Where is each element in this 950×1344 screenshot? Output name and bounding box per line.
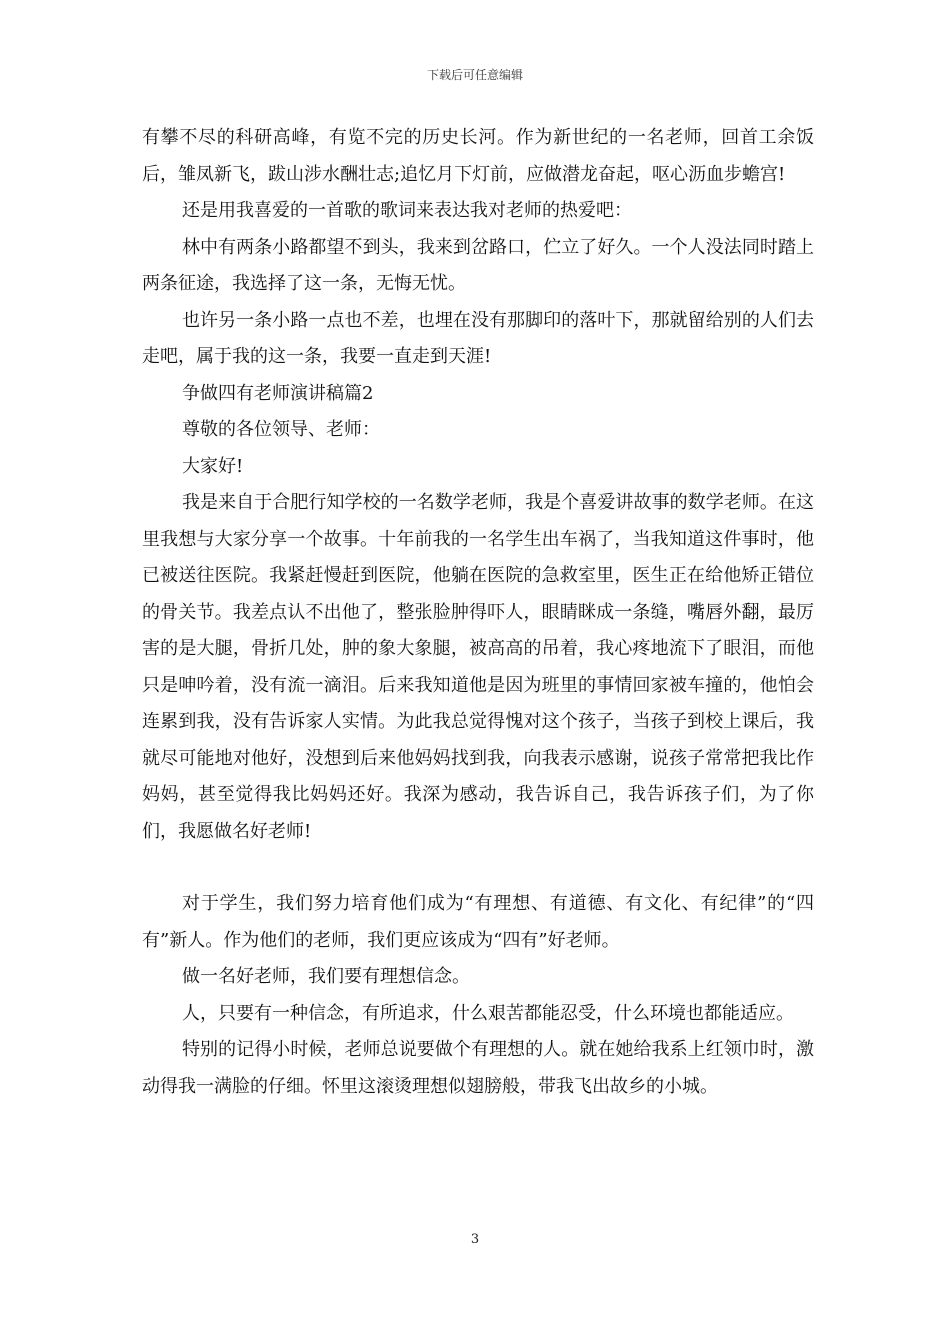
paragraph-memory: 特别的记得小时候，老师总说要做个有理想的人。就在她给我系上红领巾时，激动得我一满脸的仔细。怀里这滚烫理想似翅膀般，带我飞出故乡的小城。 [142,1039,814,1097]
blank-line [142,850,814,886]
paragraph-3: 林中有两条小路都望不到头，我来到岔路口，伫立了好久。一个人没法同时踏上两条征途，我选择了这一条，无悔无忧。 [142,236,814,294]
paragraph-students: 对于学生，我们努力培育他们成为“有理想、有道德、有文化、有纪律”的“四有”新人。作为他们的老师，我们更应该成为“四有”好老师。 [142,893,814,951]
page-number: 3 [470,1232,480,1247]
paragraph-4: 也许另一条小路一点也不差，也埋在没有那脚印的落叶下，那就留给别的人们去走吧，属于我的这一条，我要一直走到天涯! [142,309,814,367]
paragraph-ideals: 做一名好老师，我们要有理想信念。 [182,966,470,987]
paragraph-story: 我是来自于合肥行知学校的一名数学老师，我是个喜爱讲故事的数学老师。在这里我想与大家分享一个故事。十年前我的一名学生出车祸了，当我知道这件事时，他已被送往医院。我紧赶慢赶到医院，他躺在医院的急救室里，医生正在给他矫正错位的骨关节。我差点认不出他了，整张脸肿得吓人，眼睛眯成一条缝，嘴唇外翻，最厉害的是大腿，骨折几处，肿的象大象腿，被高高的吊着，我心疼地流下了眼泪，而他只是呻吟着，没有流一滴泪。后来我知道他是因为班里的事情回家被车撞的，他怕会连累到我，没有告诉家人实情。为此我总觉得愧对这个孩子，当孩子到校上课后，我就尽可能地对他好，没想到后来他妈妈找到我，向我表示感谢，说孩子常常把我比作妈妈，甚至觉得我比妈妈还好。我深为感动，我告诉自己，我告诉孩子们，为了你们，我愿做名好老师! [142,492,814,842]
paragraph-1: 有攀不尽的科研高峰，有览不完的历史长河。作为新世纪的一名老师，回首工余饭后，雏凤新飞，跋山涉水酬壮志;追忆月下灯前，应做潜龙奋起，呕心沥血步蟾宫! [142,127,814,185]
paragraph-belief: 人，只要有一种信念，有所追求，什么艰苦都能忍受，什么环境也都能适应。 [182,1002,794,1024]
document-body [142,120,814,1105]
section-title: 争做四有老师演讲稿篇2 [182,382,374,404]
paragraph-2: 还是用我喜爱的一首歌的歌词来表达我对老师的热爱吧： [182,200,632,221]
page-header-note: 下载后可任意编辑 [426,68,523,82]
salutation: 尊敬的各位领导、老师： [182,419,380,440]
greeting: 大家好! [182,455,244,477]
